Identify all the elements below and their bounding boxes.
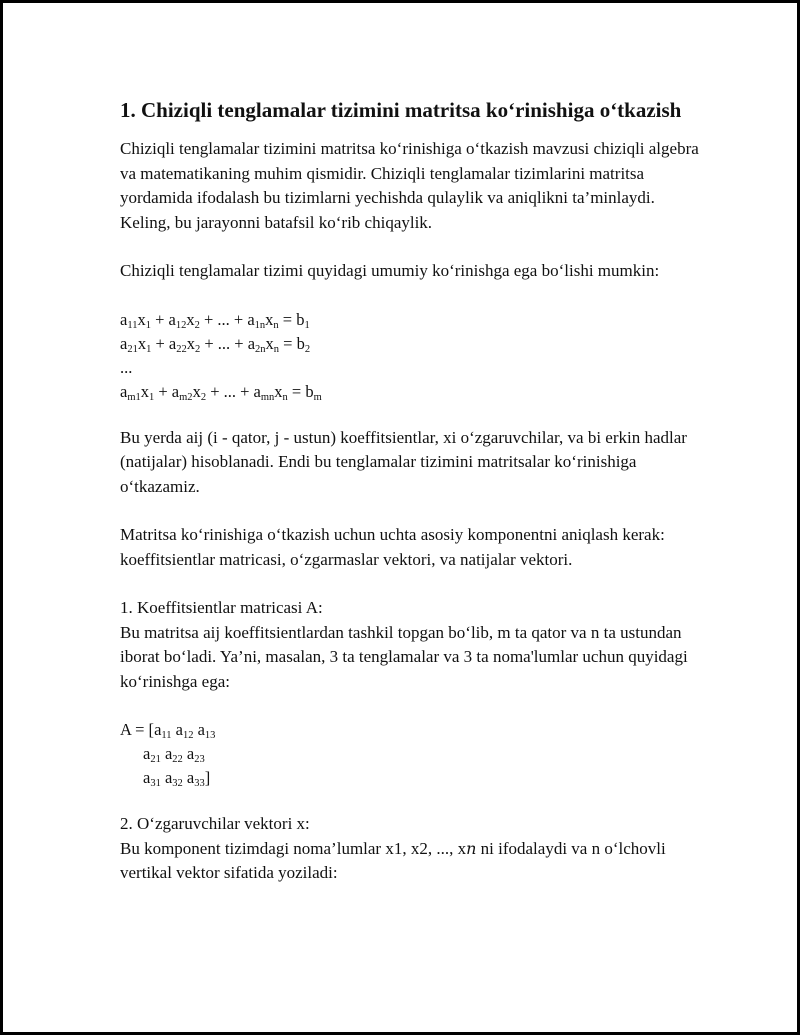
section-heading: 1. Chiziqli tenglamalar tizimini matritsa ko‘rinishiga o‘tkazish	[120, 98, 682, 122]
coefficient-matrix-text: Bu matritsa aij koeffitsientlardan tashkil topgan bo‘lib, m ta qator va n ta ustundan iborat bo‘ladi. Ya’ni, masalan, 3 ta tenglamalar va 3 ta noma'lumlar uchun quyidagi ko‘rinishga ega:	[120, 622, 688, 691]
equation-row-1: $a_{11}x_1 + a_{12}x_2$ + ... + $a_{1n}x_n = b_1$	[120, 309, 310, 331]
document-body	[120, 95, 700, 886]
matrix-row-1: $A = [a_{11}$ $a_{12}$ $a_{13}$	[120, 720, 216, 741]
explanation-paragraph: Bu yerda aij (i - qator, j - ustun) koeffitsientlar, xi o‘zgaruvchilar, va bi erkin hadlar (natijalar) hisoblanadi. Endi bu tenglamalar tizimini matritsalar ko‘rinishiga o‘tkazamiz.	[120, 427, 687, 496]
variable-vector-section	[120, 812, 700, 886]
matrix-a	[120, 718, 700, 790]
equation-system	[120, 308, 700, 404]
intro-paragraph: Chiziqli tenglamalar tizimini matritsa ko‘rinishiga o‘tkazish mavzusi chiziqli algebra va matematikaning muhim qismidir. Chiziqli tenglamalar tizimlarini matritsa yordamida ifodalash bu tizimlarni yechishda qulaylik va aniqlikni ta’minlaydi. Keling, bu jarayonni batafsil ko‘rib chiqaylik.	[120, 139, 699, 232]
matrix-row-2: $a_{21}$ $a_{22}$ $a_{23}$	[143, 744, 205, 765]
variable-vector-text: Bu komponent tizimdagi noma’lumlar x1, x2, ..., xn ni ifodalaydi va n o‘lchovli vertikal vektor sifatida yoziladi:	[120, 838, 666, 882]
components-paragraph: Matritsa ko‘rinishiga o‘tkazish uchun uchta asosiy komponentni aniqlash kerak: koeffitsientlar matricasi, o‘zgarmaslar vektori, va natijalar vektori.	[120, 525, 665, 569]
equation-ellipsis: ...	[120, 357, 133, 377]
matrix-row-3: $a_{31}$ $a_{32}$ $a_{33}$]	[143, 768, 211, 789]
coefficient-matrix-section	[120, 596, 700, 694]
general-form-paragraph: Chiziqli tenglamalar tizimi quyidagi umumiy ko‘rinishga ega bo‘lishi mumkin:	[120, 261, 660, 280]
equation-row-m: $a_{m1}x_1 + a_{m2}x_2$ + ... + $a_{mn}x_n = b_m$	[120, 381, 322, 403]
coefficient-matrix-title: 1. Koeffitsientlar matricasi A:	[120, 598, 323, 617]
variable-vector-title: 2. O‘zgaruvchilar vektori x:	[120, 814, 310, 833]
equation-row-2: $a_{21}x_1 + a_{22}x_2$ + ... + $a_{2n}x_n = b_2$	[120, 333, 311, 355]
